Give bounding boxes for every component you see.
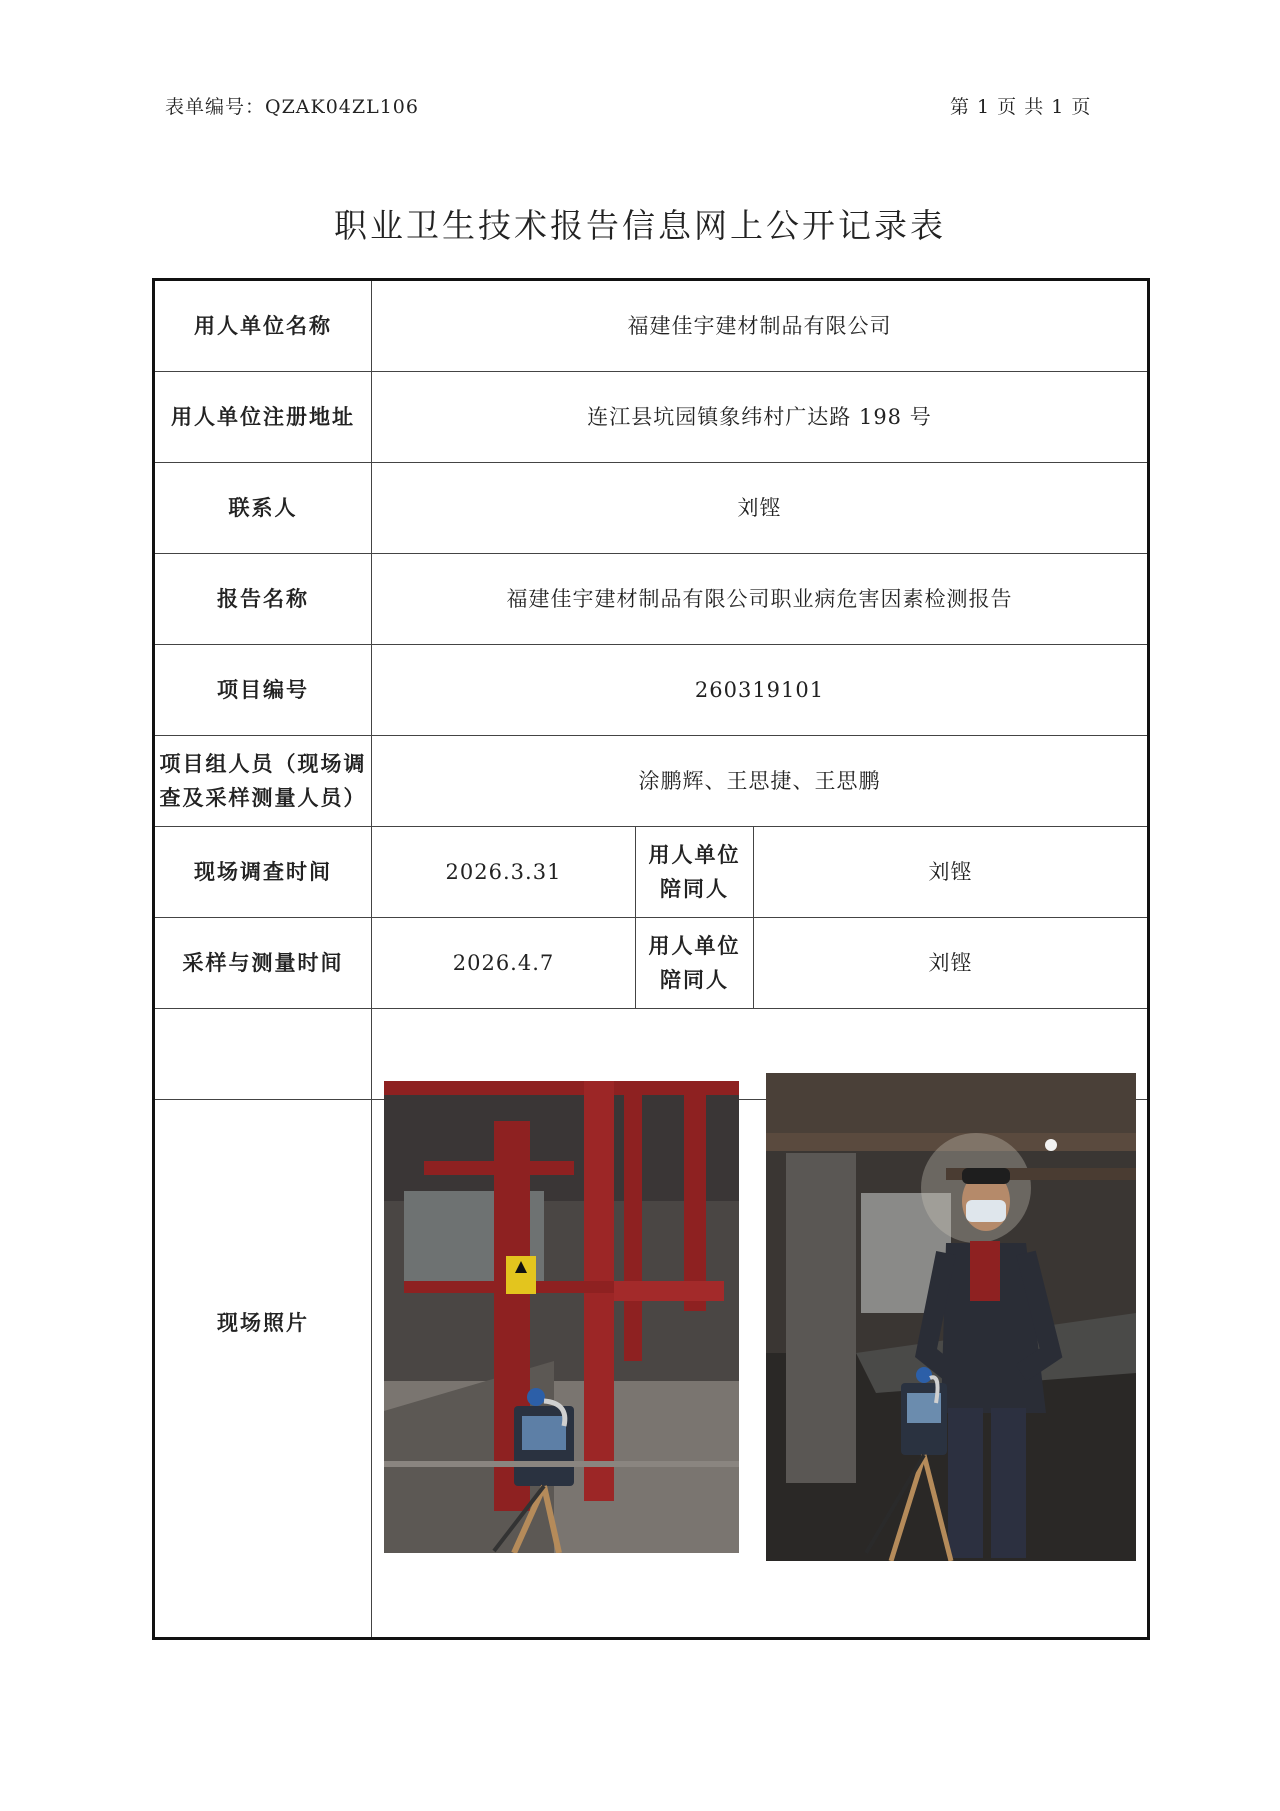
site-photo-worker <box>766 1073 1136 1561</box>
survey-escort-value: 刘铿 <box>928 860 973 884</box>
survey-date-value: 2026.3.31 <box>445 860 562 884</box>
sampling-escort-value: 刘铿 <box>928 951 973 975</box>
survey-escort-label-line2: 陪同人 <box>660 876 729 901</box>
survey-time-label: 现场调查时间 <box>194 859 332 884</box>
survey-escort-label <box>636 827 753 917</box>
team-members-label <box>155 736 371 826</box>
sampling-escort-label-line1: 用人单位 <box>648 933 741 958</box>
employer-address-label: 用人单位注册地址 <box>171 404 355 429</box>
record-table <box>152 278 1150 1640</box>
contact-value: 刘铿 <box>737 496 782 520</box>
project-number-value: 260319101 <box>694 678 825 702</box>
team-members-label-line1: 项目组人员（现场调 <box>159 751 367 776</box>
contact-label: 联系人 <box>228 495 298 520</box>
sampling-date-value: 2026.4.7 <box>452 951 555 975</box>
site-photo-sampler <box>384 1081 739 1553</box>
document-title: 职业卫生技术报告信息网上公开记录表 <box>334 206 946 245</box>
form-number: 表单编号：QZAK04ZL106 <box>165 96 419 118</box>
sampling-escort-label-line2: 陪同人 <box>660 967 729 992</box>
sampling-escort-label <box>636 918 753 1008</box>
sampling-time-label: 采样与测量时间 <box>182 950 344 975</box>
employer-name-label: 用人单位名称 <box>194 313 332 338</box>
report-name-value: 福建佳宇建材制品有限公司职业病危害因素检测报告 <box>506 587 1013 611</box>
project-number-label: 项目编号 <box>217 677 309 702</box>
team-members-value: 涂鹏辉、王思捷、王思鹏 <box>638 769 881 793</box>
employer-address-value: 连江县坑园镇象纬村广达路 198 号 <box>587 405 932 429</box>
page-indicator: 第 1 页 共 1 页 <box>950 96 1092 118</box>
survey-escort-label-line1: 用人单位 <box>648 842 741 867</box>
team-members-label-line2: 查及采样测量人员） <box>159 785 367 810</box>
employer-name-value: 福建佳宇建材制品有限公司 <box>627 314 892 338</box>
site-photos-label: 现场照片 <box>217 1310 309 1335</box>
report-name-label: 报告名称 <box>217 586 309 611</box>
